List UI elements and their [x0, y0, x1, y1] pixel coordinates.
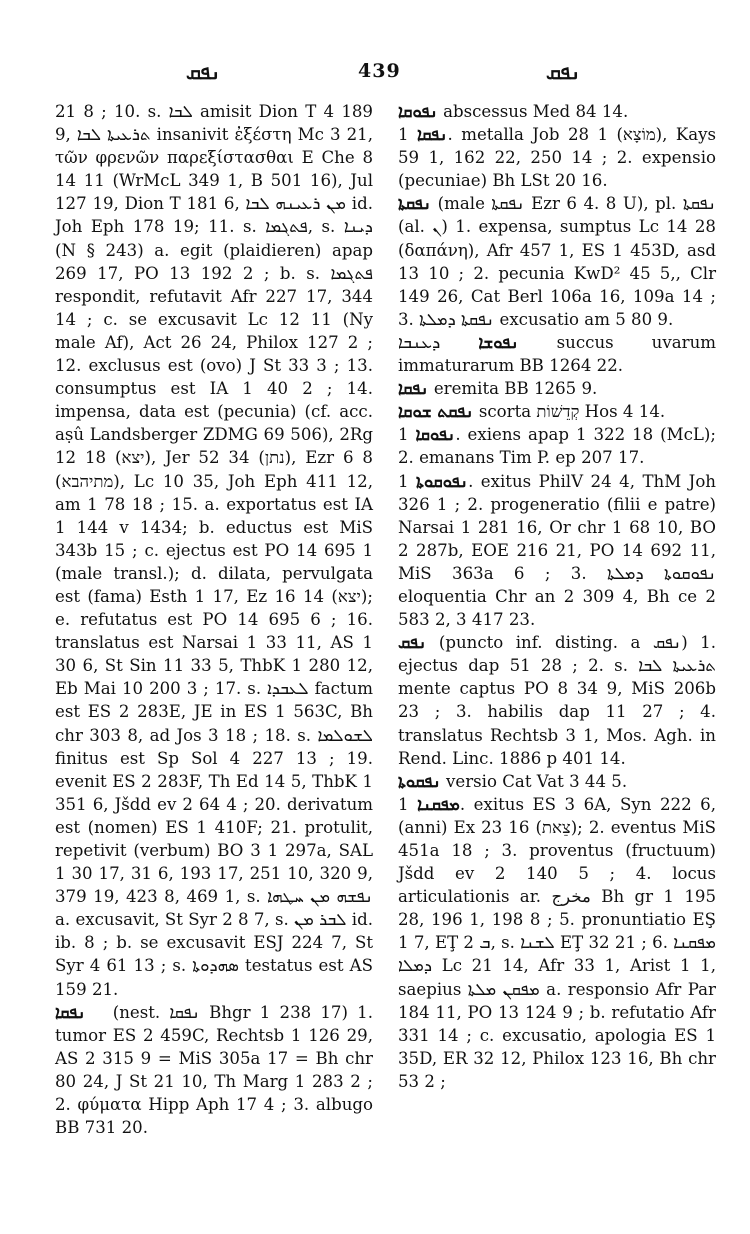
headword: ܢܦܘܫܐ: [478, 331, 519, 352]
entry-text: (male ܢܦܩܬܐ Ezr 6 4. 8 U), pl. ܢܦܩܬܐ (al. ܢ) 1. expensa, sumptus Lc 14 28 (δαπάνη), Afr 457 1, ES 1 453D, asd 13 10 ; 2. pecunia KwD² 45 5,, Clr 149 26, Cat Berl 106a 16, 109a 14 ; 3. ܢܦܩܬܐ ܕܡܠܬܐ excusatio am 5 80 9.: [398, 194, 716, 329]
entry-text: scorta קְדֵשׁוֹת Hos 4 14.: [473, 402, 666, 422]
headword: ܢܦܘܩܘܬܐ: [416, 470, 469, 491]
entry-text: 1. exitus PhilV 24 4, ThM Joh 326 1 ; 2. progeneratio (filii e patre) Narsai 1 281 16, Or chr 1 68 10, BO 2 287b, EOE 216 21, PO 14 692 11, MiS 363a 6 ; 3. ܢܦܘܩܘܬܐ ܕܡܠܬܐ eloquentia Chr an 2 309 4, Bh ce 2 583 2, 3 417 23.: [398, 471, 716, 630]
entry-eremita: [398, 377, 716, 400]
headword: ܢܦܩܘܬܐ: [398, 770, 441, 791]
headword: ܢܦܘܩܐ: [398, 101, 438, 121]
running-head-right: ܢܦܩ: [546, 60, 581, 84]
page-number: 439: [358, 60, 401, 82]
entry-scorta: [398, 400, 716, 423]
entry-text: ܕܥܢܒܐ succus uvarum immaturarum BB 1264 22.: [398, 332, 716, 376]
headword: ܢܦܩ: [398, 632, 427, 653]
right-column: [398, 100, 716, 1093]
entry-text: 21 8 ; 10. s. ܠܒܐ amisit Dion T 4 189 9, ܬܪܥܝܬܐ ܠܒܐ insanivit ἐξέστη Mc 3 21, τῶν φρενῶν παρεξίστασθαι E Che 8 14 11 (WrMcL 349 1, B 501 16), Jul 127 19, Dion T 181 6, ܡܢ ܪܥܝܢܗ ܠܒܐ id. Joh Eph 178 19; 11. s. ܦܬܓܡܐ, s. ܕܝܢܐ (N § 243) a. egit (plaidieren) apap 269 17, PO 13 192 2 ; b. s. ܦܬܓܡܐ respondit, refutavit Afr 227 17, 344 14 ; c. se excusavit Lc 12 11 (Ny male Af), Act 26 24, Philox 127 2 ; 12. exclusus est (ovo) J St 33 3 ; 13. consumptus est IA 1 40 2 ; 14. impensa, data est (pecunia) (cf. acc. aṣû Landsberger ZDMG 69 506), 2Rg 12 18 (יצא), Jer 52 34 (נתן), Ezr 6 8 (מתיהבא), Lc 10 35, Joh Eph 411 12, am 1 78 18 ; 15. a. exportatus est IA 1 144 v 1434; b. eductus est MiS 343b 15 ; c. ejectus est PO 14 695 1 (male transl.); d. dilata, pervulgata est (fama) Esth 1 17, Ez 16 14 (יצא); e. refutatus est PO 14 695 6 ; 16. translatus est Narsai 1 33 11, AS 1 30 6, St Sin 11 33 5, ThbK 1 280 12, Eb Mai 10 200 3 ; 17. s. ܠܥܒܕܐ factum est ES 2 283E, JE in ES 1 563C, Bh chr 303 8, ad Jos 3 18 ; 18. s. ܠܫܘܠܡܐ finitus est Sp Sol 4 227 13 ; 19. evenit ES 2 283F, Th Ed 14 5, ThbK 1 351 6, Jšdd ev 2 64 4 ; 20. derivatum est (nomen) ES 1 410F; 21. protulit, repetivit (verbum) BO 3 1 297a, SAL 1 30 17, 31 6, 193 17, 251 10, 320 9, 379 19, 423 8, 469 1, s. ܢܦܫܗ ܡܢ ܚܛܗܐ a. excusavit, St Syr 2 8 7, s. ܠܒܪ ܡܢ id. ib. 8 ; b. se excusavit ESJ 224 7, St Syr 4 61 13 ; s. ܣܗܕܘܬܐ testatus est AS 159 21.: [55, 102, 374, 999]
entry-text: abscessus Med 84 14.: [437, 102, 629, 121]
headword: ܢܦܩܬܐ: [398, 193, 432, 214]
entry-abscessus: [398, 100, 716, 123]
entry-text: 1. exitus ES 3 6A, Syn 222 6, (anni) Ex 23 16 (צֵאת); 2. eventus MiS 451a 18 ; 3. proventus (fructuum) Jšdd ev 2 140 5 ; 4. locus articulationis ar. مخرج Bh gr 1 195 28, 196 1, 198 8 ; 5. pronuntiatio EŞ 1 7, EŢ ܒ 2, s. ܠܫܢܐ EŢ 32 21 ; 6. ܡܦܩܢܐ ܕܡܠܐ Lc 21 14, Afr 33 1, Arist 1 1, saepius ܡܦܩܢ ܡܠܬܐ a. responsio Afr Par 184 11, PO 13 124 9 ; b. refutatio Afr 331 14 ; c. excusatio, apologia ES 1 35D, ER 32 12, Philox 123 16, Bh chr 53 2 ;: [398, 794, 717, 1091]
headword: ܢܦܩܐ: [55, 1001, 86, 1022]
entry-continuation: [55, 100, 373, 1001]
left-column: [55, 100, 373, 1139]
headword: ܢܦܘܩܐ: [415, 424, 456, 445]
headword: ܢܦܩܬ ܫܘܩܐ: [398, 401, 474, 422]
entry-succus: [398, 331, 716, 377]
entry-expensa: [398, 192, 716, 331]
headword: ܢܦܩܐ: [416, 124, 448, 145]
entry-text: (nest. ܢܦܩܐ Bhgr 1 238 17) 1. tumor ES 2 459C, Rechtsb 1 126 29, AS 2 315 9 = MiS 305a 17 = Bh chr 80 24, J St 21 10, Th Marg 1 283 2 ; 2. φύματα Hipp Aph 17 4 ; 3. albugo BB 731 20.: [55, 1002, 373, 1138]
entry-nepqa: [55, 1001, 373, 1140]
entry-metalla: [398, 123, 716, 192]
entry-text: 1. exiens apap 1 322 18 (McL); 2. emanans Tim P. ep 207 17.: [398, 425, 716, 468]
entry-exitus: [398, 470, 716, 632]
entry-nphaq: [398, 631, 716, 770]
entry-text: versio Cat Vat 3 44 5.: [440, 771, 628, 791]
page-header: [0, 60, 750, 90]
headword: ܡܦܩܢܐ: [417, 793, 460, 814]
headword: ܢܦܩܐ: [398, 378, 429, 399]
entry-text: eremita BB 1265 9.: [428, 379, 598, 399]
entry-mapqana: [398, 793, 716, 1093]
entry-versio: [398, 770, 716, 793]
entry-text: (puncto inf. disting. a ܢܦܩ) 1. ejectus dap 51 28 ; 2. s. ܬܪܥܝܬܐ ܠܒܐ mente captus PO 8 34 9, MiS 206b 23 ; 3. habilis dap 11 27 ; 4. translatus Rechtsb 3 1, Mos. Agh. in Rend. Linc. 1886 p 401 14.: [398, 633, 717, 768]
entry-exiens: [398, 423, 716, 469]
entry-text: 1. metalla Job 28 1 (מוֹצָא), Kays 59 1, 162 22, 250 14 ; 2. expensio (pecuniae) Bh LSt 20 16.: [398, 125, 716, 191]
running-head-left: ܢܦܩ: [186, 60, 221, 84]
